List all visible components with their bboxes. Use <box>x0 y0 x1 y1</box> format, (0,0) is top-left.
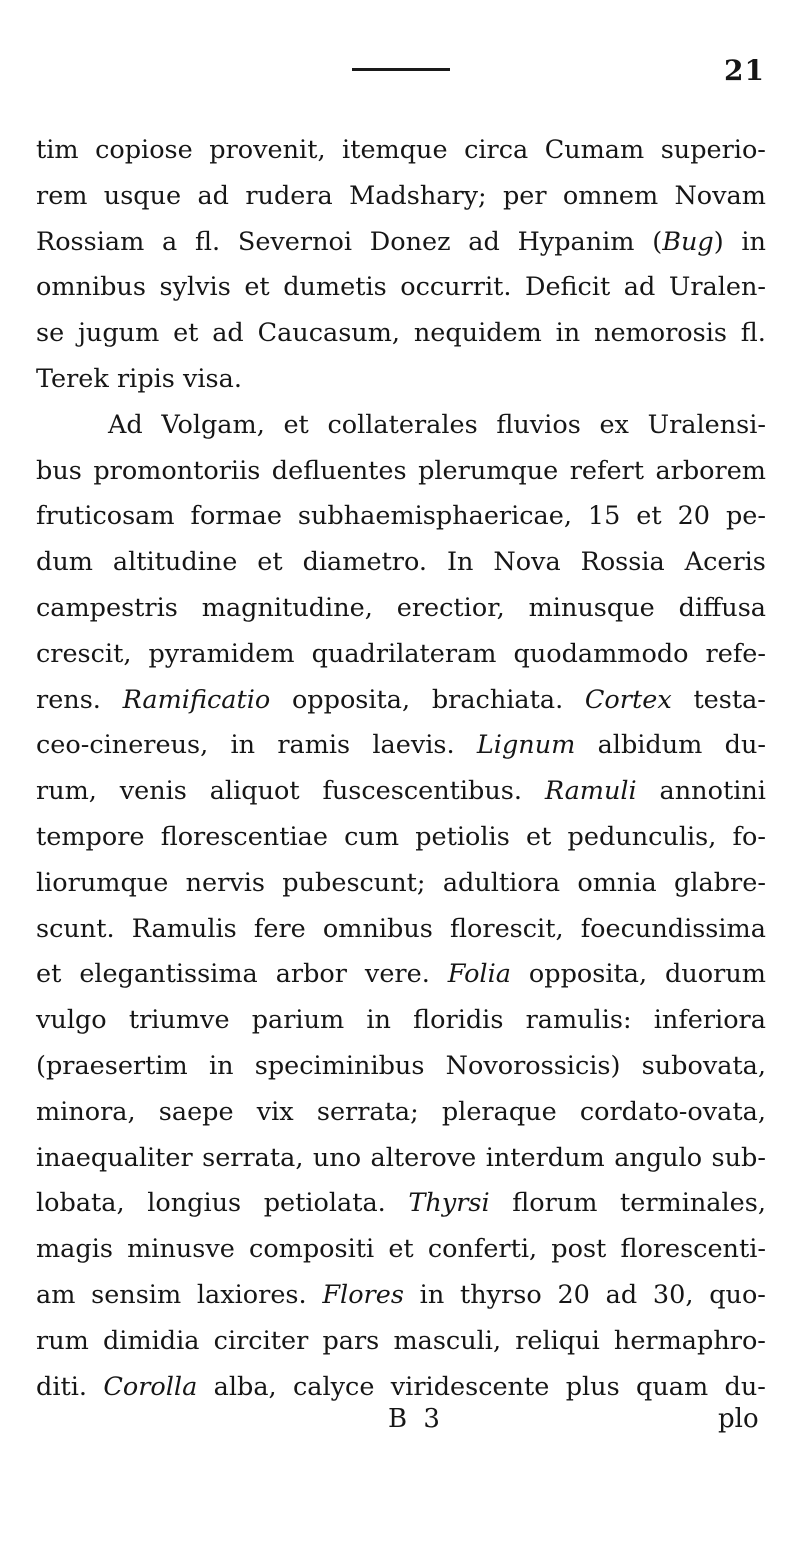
word: fl. <box>740 318 766 349</box>
word: thyrso <box>460 1279 542 1310</box>
word: pe- <box>725 501 766 532</box>
word: (Bug) <box>652 226 724 257</box>
text-line <box>36 265 766 311</box>
catchword: plo <box>718 1404 759 1434</box>
word: Deficit <box>525 272 611 303</box>
word: ex <box>599 409 629 440</box>
word: terminales, <box>620 1188 766 1219</box>
word: serrata; <box>316 1096 419 1127</box>
word: plerumque <box>418 455 559 486</box>
word: minora, <box>36 1096 136 1127</box>
word: nemorosis <box>594 318 727 349</box>
word: fuscescentibus. <box>322 776 522 807</box>
word: sylvis <box>159 272 231 303</box>
word: Folia <box>447 959 511 990</box>
word: Rossia <box>580 547 665 578</box>
word: minusque <box>528 592 655 623</box>
word: adultiora <box>442 867 561 898</box>
word: quo- <box>709 1279 766 1310</box>
word: in <box>555 318 581 349</box>
word: usque <box>103 180 182 211</box>
word: Lignum <box>476 730 576 761</box>
word: quam <box>636 1371 709 1402</box>
word: alba, <box>213 1371 277 1402</box>
text-line <box>36 128 766 174</box>
word: tim <box>36 135 79 165</box>
word: per <box>502 180 547 211</box>
word: ad <box>605 1279 638 1310</box>
word: Novorossicis) <box>445 1050 621 1081</box>
word: dimidia <box>102 1325 200 1356</box>
word: diffusa <box>678 592 766 623</box>
word: tempore <box>36 821 145 852</box>
text-line <box>36 723 766 769</box>
text-line <box>36 1136 766 1182</box>
word: et <box>173 318 199 349</box>
word: pleraque <box>441 1096 557 1127</box>
word: saepe <box>158 1096 234 1127</box>
word: Aceris <box>684 547 766 578</box>
word: uno <box>312 1142 362 1173</box>
word: omnibus <box>322 913 433 944</box>
word: occurrit. <box>400 272 512 303</box>
word: ad <box>623 272 656 303</box>
word: fo- <box>732 821 766 852</box>
word: florescentiae <box>160 821 328 852</box>
text-line <box>36 1273 766 1319</box>
word: refert <box>569 455 644 486</box>
word: in <box>208 1050 234 1081</box>
text-line <box>36 861 766 907</box>
word: opposita, <box>528 959 648 990</box>
word: plus <box>565 1371 620 1402</box>
word: 20 <box>557 1279 590 1310</box>
word: ramis <box>277 730 351 761</box>
word: am <box>36 1279 76 1310</box>
word: et <box>36 959 62 990</box>
word: Volgam, <box>161 409 265 440</box>
word: subovata, <box>641 1050 766 1081</box>
word: promontoriis <box>93 455 261 486</box>
word: et <box>526 821 552 852</box>
word: quadrilateram <box>311 638 497 669</box>
word: Ramificatio <box>122 684 271 715</box>
word: In <box>446 547 474 578</box>
text-line <box>36 815 766 861</box>
word: pedunculis, <box>567 821 717 852</box>
word: florescenti- <box>620 1234 766 1265</box>
word: fruticosam <box>36 501 175 532</box>
word: Ramuli <box>544 776 637 807</box>
word: arbor <box>275 959 347 990</box>
word: opposita, <box>291 684 411 715</box>
word: et <box>388 1234 414 1265</box>
word: dumetis <box>283 272 387 303</box>
word: florum <box>512 1188 598 1219</box>
text-line <box>36 998 766 1044</box>
word: diametro. <box>302 547 427 578</box>
word: glabre- <box>674 867 766 898</box>
word: aliquot <box>209 776 300 807</box>
word: du- <box>724 730 766 761</box>
word: collaterales <box>327 409 478 440</box>
body-text <box>36 128 766 1410</box>
word: se <box>36 318 65 349</box>
word: omnia <box>577 867 657 898</box>
word: pars <box>322 1325 380 1356</box>
text-line <box>36 540 766 586</box>
text-line <box>36 586 766 632</box>
word: cordato-ovata, <box>579 1096 766 1127</box>
word: et <box>244 272 270 303</box>
word: serrata, <box>202 1142 304 1173</box>
word: Novam <box>674 180 766 211</box>
word: magis <box>36 1234 113 1265</box>
word: Corolla <box>103 1371 198 1402</box>
word: omnibus <box>36 272 146 303</box>
word: et <box>257 547 283 578</box>
word: Cortex <box>584 684 672 715</box>
word: inferiora <box>653 1005 766 1036</box>
word: ceo-cinereus, <box>36 730 209 761</box>
word: Ad <box>108 409 143 440</box>
word: Severnoi <box>237 226 353 257</box>
text-line <box>36 1319 766 1365</box>
text-line <box>36 220 766 266</box>
word: omnem <box>562 180 659 211</box>
word: conferti, <box>427 1234 538 1265</box>
word: foecundissima <box>580 913 766 944</box>
word: Uralen- <box>668 272 766 303</box>
word: nequidem <box>413 318 542 349</box>
word: dum <box>36 547 93 578</box>
word: cum <box>344 821 400 852</box>
word: pubescunt; <box>282 867 426 898</box>
text-line <box>36 1227 766 1273</box>
word: vulgo <box>36 1005 107 1036</box>
word: rens. <box>36 684 101 715</box>
word: petiolis <box>415 821 510 852</box>
text-line <box>36 1181 766 1227</box>
word: liorumque <box>36 867 169 898</box>
word: masculi, <box>393 1325 502 1356</box>
word: Flores <box>322 1279 404 1310</box>
word: quodammodo <box>513 638 689 669</box>
text-line <box>36 449 766 495</box>
word: floridis <box>413 1005 504 1036</box>
text-line <box>36 174 766 220</box>
word: (praesertim <box>36 1050 188 1081</box>
word: angulo <box>614 1142 703 1173</box>
word: ad <box>468 226 500 257</box>
word: inaequaliter <box>36 1142 193 1173</box>
word: testa- <box>693 684 766 715</box>
word: jugum <box>78 318 160 349</box>
word: laevis. <box>372 730 455 761</box>
word: annotini <box>659 776 766 807</box>
word: bus <box>36 455 82 486</box>
text-line <box>36 311 766 357</box>
text-line <box>36 952 766 998</box>
word: hermaphro- <box>613 1325 766 1356</box>
text-line <box>36 769 766 815</box>
word: subhaemisphaericae, <box>297 501 572 532</box>
word: du- <box>724 1371 766 1402</box>
header-rule <box>352 68 450 71</box>
word: sub- <box>711 1142 766 1173</box>
word: a <box>162 226 178 257</box>
word: petiolata. <box>263 1188 386 1219</box>
word: 15 <box>587 501 621 532</box>
word: 20 <box>677 501 711 532</box>
word: visa. <box>183 363 242 394</box>
word: viridescente <box>390 1371 550 1402</box>
word: superio- <box>660 135 766 165</box>
word: fluvios <box>496 409 581 440</box>
word: minusve <box>127 1234 235 1265</box>
word: erectior, <box>396 592 505 623</box>
text-line <box>36 403 766 449</box>
word: arborem <box>655 455 766 486</box>
word: Rossiam <box>36 226 145 257</box>
signature-mark: B 3 <box>388 1404 444 1434</box>
word: itemque <box>342 135 448 165</box>
word: rum, <box>36 776 97 807</box>
word: vere. <box>364 959 430 990</box>
word: copiose <box>95 135 193 165</box>
word: refe- <box>705 638 766 669</box>
word: albidum <box>597 730 703 761</box>
word: fl. <box>194 226 221 257</box>
page-number: 21 <box>724 54 765 87</box>
word: crescit, <box>36 638 132 669</box>
word: interdum <box>485 1142 605 1173</box>
word: nervis <box>185 867 265 898</box>
word: compositi <box>249 1234 375 1265</box>
word: calyce <box>293 1371 375 1402</box>
word: magnitudine, <box>201 592 373 623</box>
word: lobata, <box>36 1188 125 1219</box>
word: post <box>551 1234 607 1265</box>
word: altitudine <box>112 547 238 578</box>
word: circa <box>464 135 529 165</box>
word: scunt. <box>36 913 115 944</box>
word: formae <box>190 501 282 532</box>
word: rem <box>36 180 88 211</box>
text-line <box>36 678 766 724</box>
word: Madshary; <box>349 180 487 211</box>
word: Ramulis <box>131 913 237 944</box>
word: rudera <box>245 180 333 211</box>
word: triumve <box>128 1005 230 1036</box>
word: provenit, <box>209 135 326 165</box>
word: alterove <box>370 1142 477 1173</box>
text-line <box>36 1044 766 1090</box>
word: ad <box>197 180 230 211</box>
text-line <box>36 357 766 403</box>
word: Cumam <box>544 135 645 165</box>
word: brachiata. <box>431 684 564 715</box>
word: Caucasum, <box>257 318 400 349</box>
word: ripis <box>116 363 175 394</box>
word: in <box>230 730 256 761</box>
text-line <box>36 907 766 953</box>
word: in <box>366 1005 391 1036</box>
word: parium <box>251 1005 345 1036</box>
text-line <box>36 632 766 678</box>
word: laxiores. <box>196 1279 307 1310</box>
word: ramulis: <box>525 1005 632 1036</box>
word: reliqui <box>515 1325 600 1356</box>
word: campestris <box>36 592 178 623</box>
word: pyramidem <box>148 638 295 669</box>
text-line <box>36 1090 766 1136</box>
word: Thyrsi <box>408 1188 490 1219</box>
word: florescit, <box>450 913 564 944</box>
word: 30, <box>652 1279 694 1310</box>
word: fere <box>253 913 306 944</box>
word: longius <box>147 1188 242 1219</box>
word: Terek <box>36 363 109 394</box>
word: diti. <box>36 1371 87 1402</box>
page-footer <box>0 1400 800 1448</box>
word: rum <box>36 1325 89 1356</box>
word: Nova <box>493 547 561 578</box>
text-line <box>36 494 766 540</box>
word: in <box>741 226 766 257</box>
word: duorum <box>665 959 766 990</box>
word: venis <box>119 776 187 807</box>
word: circiter <box>213 1325 309 1356</box>
word: speciminibus <box>254 1050 425 1081</box>
word: Hypanim <box>517 226 635 257</box>
word: ad <box>212 318 244 349</box>
word: Uralensi- <box>647 409 766 440</box>
word: et <box>283 409 309 440</box>
word: defluentes <box>271 455 407 486</box>
word: elegantissima <box>79 959 258 990</box>
word: et <box>636 501 662 532</box>
word: Donez <box>369 226 451 257</box>
word: sensim <box>91 1279 182 1310</box>
word: vix <box>256 1096 294 1127</box>
word: in <box>419 1279 445 1310</box>
